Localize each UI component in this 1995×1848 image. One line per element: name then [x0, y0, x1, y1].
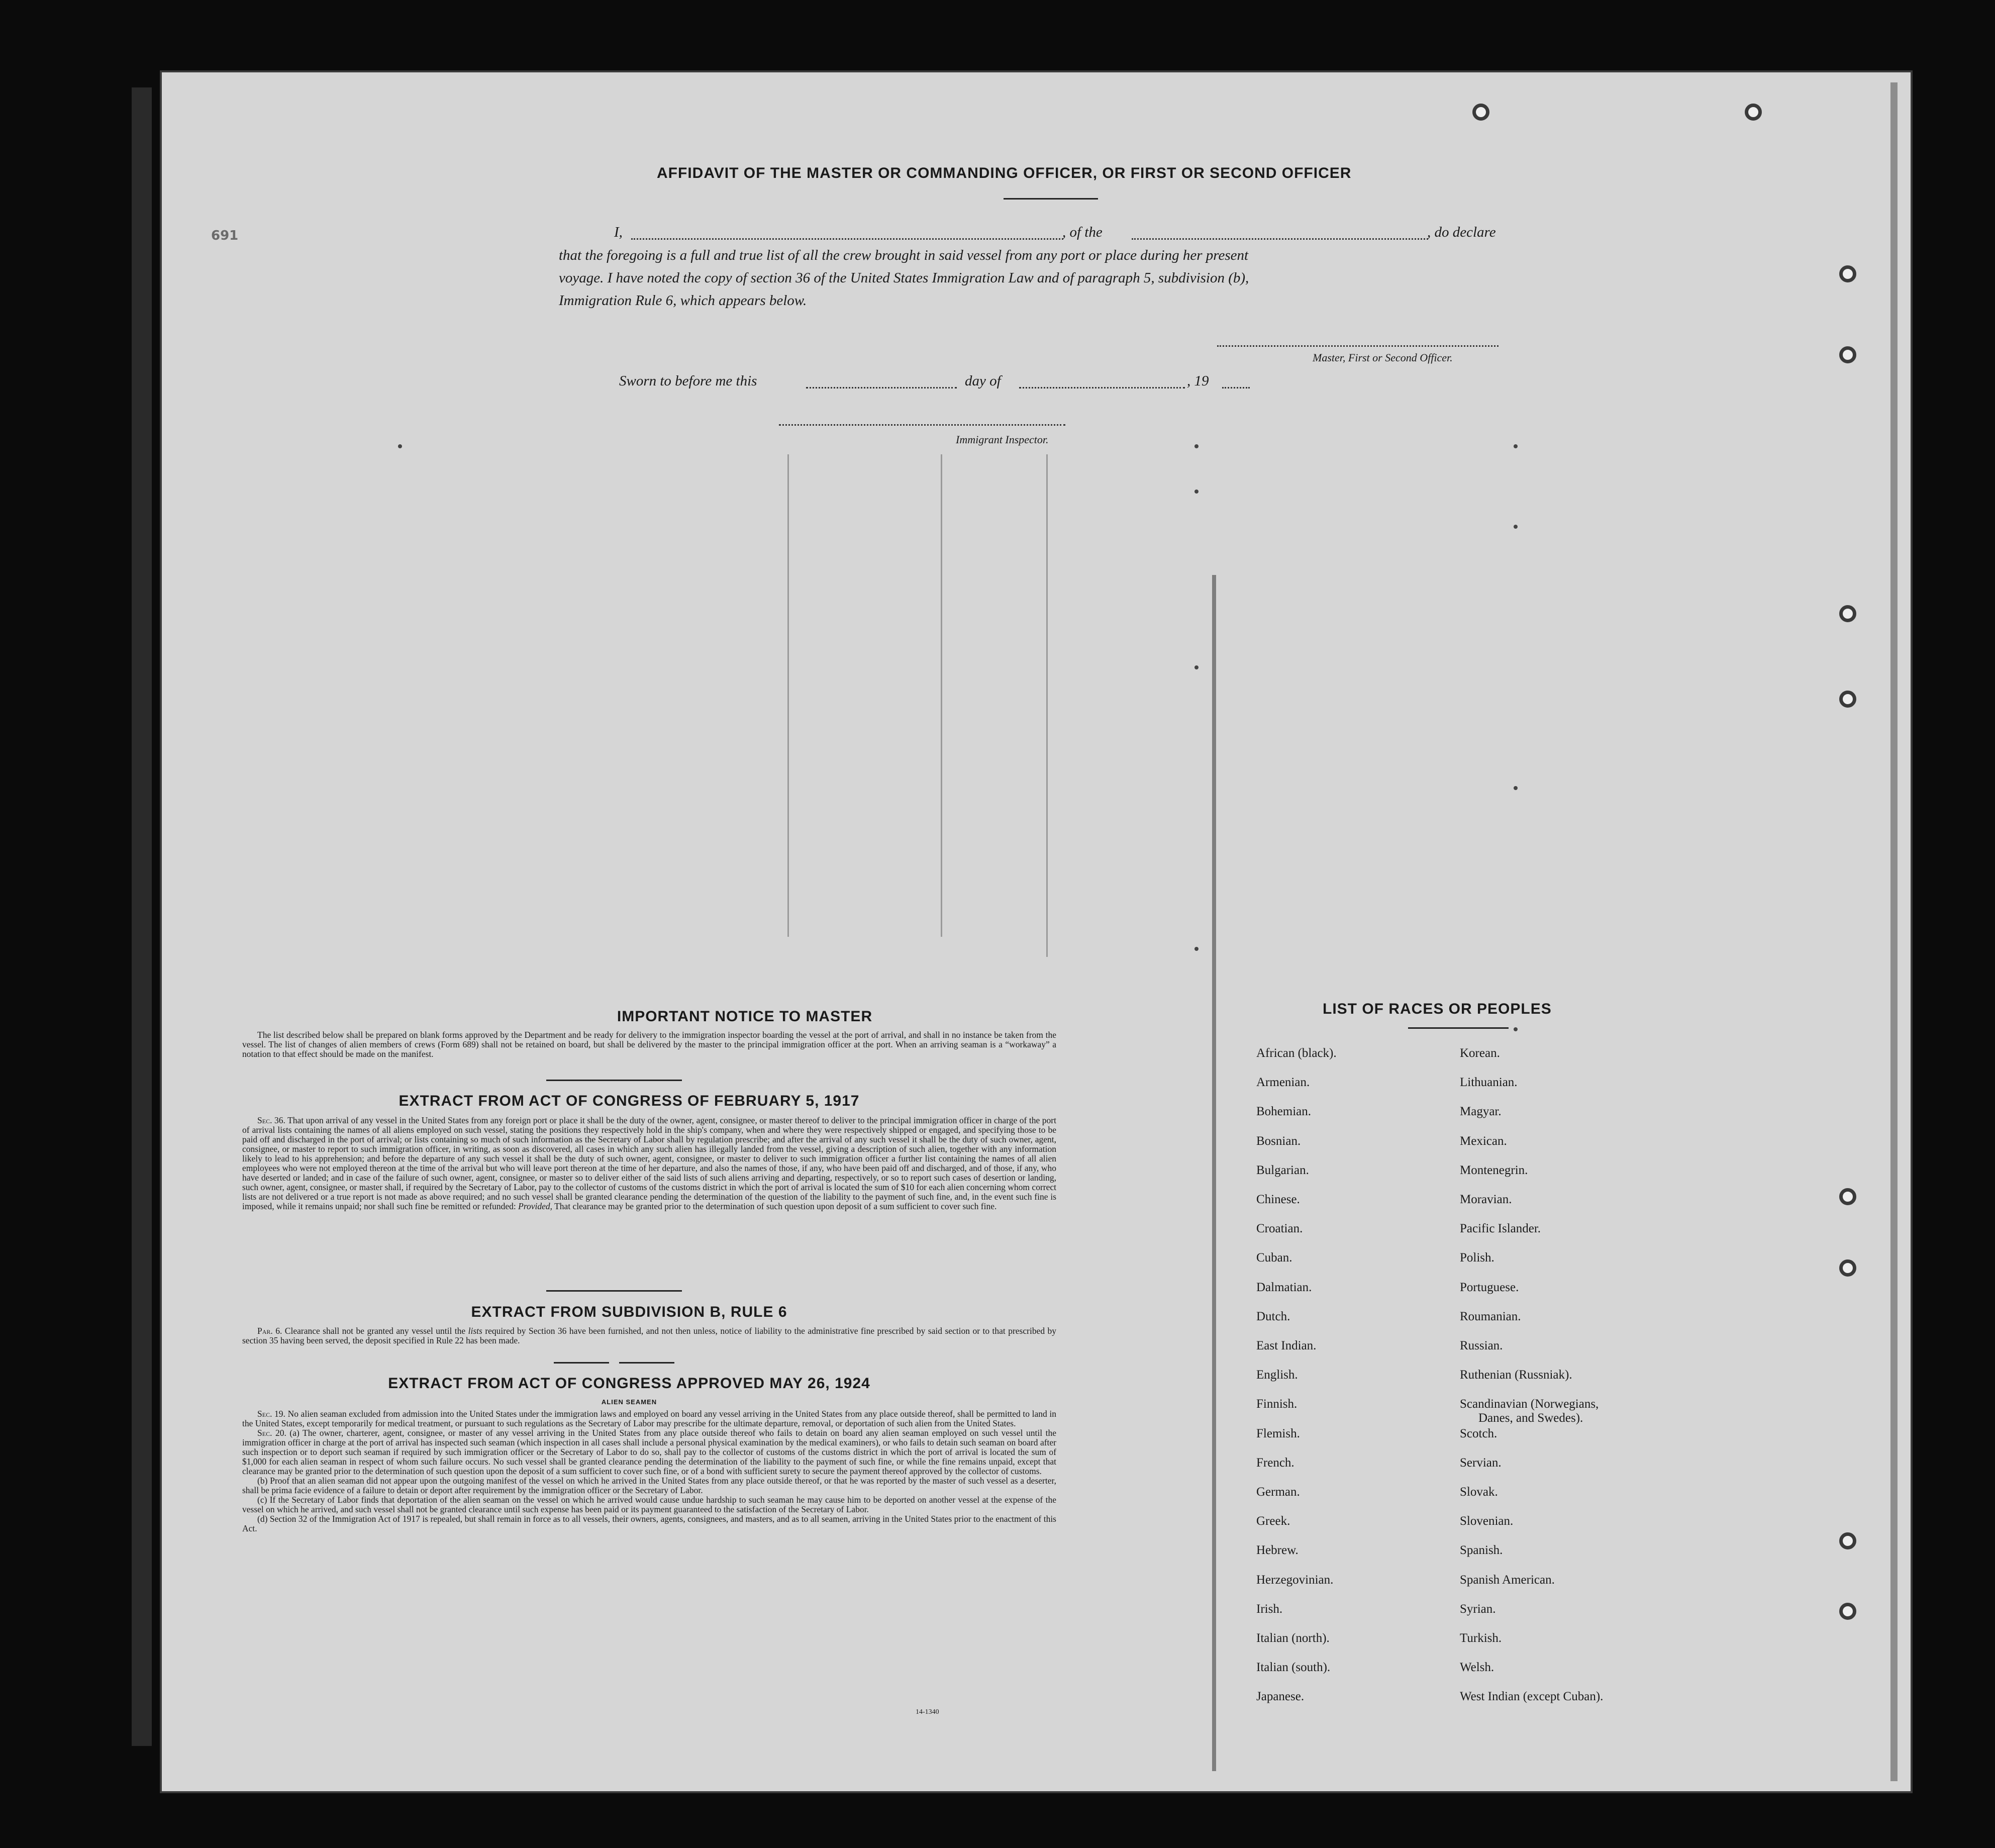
punch-hole	[1839, 605, 1856, 622]
race-item: German.	[1256, 1485, 1300, 1499]
extract-rule6-title: EXTRACT FROM SUBDIVISION B, RULE 6	[471, 1304, 787, 1320]
section-rule	[546, 1080, 682, 1081]
extract-rule6-text	[242, 1326, 1056, 1345]
sworn-day-blank	[806, 387, 957, 388]
section-rule	[554, 1362, 609, 1364]
punch-hole	[1839, 265, 1856, 282]
speck	[1514, 1027, 1518, 1031]
race-item: Hebrew.	[1256, 1543, 1299, 1558]
inspector-line	[779, 424, 1065, 426]
par6-label: Par. 6.	[257, 1326, 282, 1336]
proviso-label: Provided,	[518, 1201, 553, 1211]
race-item: Montenegrin.	[1460, 1163, 1528, 1177]
race-item: Dalmatian.	[1256, 1280, 1312, 1294]
sec20-label: Sec. 20.	[257, 1428, 286, 1438]
race-item: Welsh.	[1460, 1661, 1494, 1675]
race-item: Syrian.	[1460, 1602, 1496, 1616]
speck	[1194, 665, 1199, 669]
inspector-label: Immigrant Inspector.	[956, 433, 1049, 446]
race-item: Mexican.	[1460, 1134, 1507, 1148]
form-number: 14-1340	[916, 1708, 939, 1716]
page-edge-shadow	[1890, 82, 1898, 1781]
race-item: Cuban.	[1256, 1251, 1292, 1265]
races-title-rule	[1408, 1027, 1509, 1029]
proviso-body: That clearance may be granted prior to the determination of such question upon deposit of a sum sufficient to cover such fine.	[554, 1201, 997, 1211]
race-item: Lithuanian.	[1460, 1076, 1518, 1090]
race-item: Croatian.	[1256, 1222, 1303, 1236]
sworn-label: Sworn to before me this	[619, 373, 757, 389]
race-item: Moravian.	[1460, 1193, 1512, 1206]
sec20d-paragraph: (d) Section 32 of the Immigration Act of 1917 is repealed, but shall remain in force as to all vessels, their owners, agents, consignees, and masters, and as to all seamen, arriving in the United States prior to the enactment of this Act.	[242, 1514, 1056, 1533]
affidavit-line2: that the foregoing is a full and true list of all the crew brought in said vessel from any port or place during her present	[559, 247, 1249, 263]
extract-1924-title: EXTRACT FROM ACT OF CONGRESS APPROVED MAY 26, 1924	[388, 1375, 870, 1392]
faint-column-rule	[1046, 454, 1048, 957]
sec36-body: That upon arrival of any vessel in the United States from any foreign port or place it shall be the duty of the owner, agent, consignee, or master thereof to deliver to the principal immigration officer in charge of the port of arrival lists containing the names of all aliens employed on such vessel, stating the positions they respectively hold in the ship's company, when and where they were respectively shipped or engaged, and specifying those to be paid off and discharged in the port of arrival; or lists containing so much of such information as the Secretary of Labor shall by regulation prescribe; and after the arrival of any such vessel it shall be the duty of such owner, agent, consignee, or master to report to such immigration officer, in writing, as soon as discovered, all cases in which any such alien has illegally landed from the vessel, giving a description of such alien, together with any information likely to lead to his apprehension; and before the departure of any such vessel it shall be the duty of such owner, agent, consignee, or master to deliver to such immigration officer a further list containing the names of all alien employees who were not employed thereon at the time of the arrival but who will leave port thereon at the time of her departure, and also the names of those, if any, who have been paid off and discharged, and of those, if any, who have deserted or landed; and in case of the failure of such owner, agent, consignee, or master so to deliver either of the said lists of such aliens arriving and departing, respectively, or so to report such cases of desertion or landing, such owner, agent, consignee, or master shall, if required by the Secretary of Labor, pay to the collector of customs of the customs district in which the port of arrival is located the sum of $10 for each alien concerning whom correct lists are not delivered or a true report is not made as above required; and no such vessel shall be granted clearance pending the determination of the question of the liability to the payment of such fine, and, in the event such fine is imposed, while it remains unpaid; nor shall such fine be remitted or refunded:	[242, 1115, 1057, 1211]
speck	[1194, 490, 1199, 494]
sec20c-paragraph: (c) If the Secretary of Labor finds that deportation of the alien seaman on the vessel on which he arrived would cause undue hardship to such seaman he may cause him to be deported on another vessel at the expense of the vessel on which he arrived, and such vessel shall not be granted clearance until such expense has been paid or its payment guaranteed to the satisfaction of the Secretary of Labor.	[242, 1495, 1056, 1514]
faint-column-rule	[941, 454, 942, 937]
center-fold	[1212, 575, 1216, 1771]
race-item: Chinese.	[1256, 1193, 1300, 1206]
section-rule	[619, 1362, 674, 1364]
year-blank	[1222, 387, 1250, 388]
speck	[1194, 444, 1199, 448]
par6-lists: lists	[468, 1326, 482, 1336]
faint-column-rule	[787, 454, 789, 937]
speck	[1514, 444, 1518, 448]
race-item: Armenian.	[1256, 1076, 1310, 1090]
speck	[1514, 786, 1518, 790]
race-item: Spanish American.	[1460, 1573, 1555, 1587]
race-item: Herzegovinian.	[1256, 1573, 1334, 1587]
month-blank	[1019, 387, 1185, 388]
punch-hole	[1472, 104, 1489, 121]
sec19-body: No alien seaman excluded from admission into the United States under the immigration laws and employed on board any vessel arriving in the United States from any place outside thereof, shall be permitted to land in the United States, except temporarily for medical treatment, or pursuant to such regulations as the Secretary of Labor may prescribe for the ultimate departure, removal, or deportation of such alien from the United States.	[242, 1409, 1056, 1428]
races-title: LIST OF RACES OR PEOPLES	[1323, 1001, 1552, 1017]
race-item: English.	[1256, 1368, 1298, 1382]
vessel-blank	[1132, 238, 1428, 240]
race-item: Finnish.	[1256, 1397, 1298, 1411]
speck	[398, 444, 402, 448]
race-item: Servian.	[1460, 1455, 1502, 1470]
race-item: Spanish.	[1460, 1543, 1503, 1558]
race-item: Bosnian.	[1256, 1134, 1301, 1148]
notice-title: IMPORTANT NOTICE TO MASTER	[617, 1008, 873, 1025]
sec20b-paragraph: (b) Proof that an alien seaman did not appear upon the outgoing manifest of the vessel on which he arrived in the United States from any place outside thereof, or that he was reported by the master of such vessel as a deserter, shall be prima facie evidence of a failure to detain or deport after requirement by the immigration officer or the Secretary of Labor.	[242, 1476, 1056, 1495]
alien-seamen-subtitle: ALIEN SEAMEN	[601, 1398, 657, 1406]
affidavit-line4: Immigration Rule 6, which appears below.	[559, 293, 807, 309]
race-item: West Indian (except Cuban).	[1460, 1690, 1604, 1704]
sec19-paragraph	[242, 1409, 1056, 1428]
race-item: French.	[1256, 1455, 1294, 1470]
master-signature-label: Master, First or Second Officer.	[1313, 351, 1453, 364]
speck	[1194, 947, 1199, 951]
affidavit-title: AFFIDAVIT OF THE MASTER OR COMMANDING OFFICER, OR FIRST OR SECOND OFFICER	[657, 165, 1352, 181]
race-item: Korean.	[1460, 1046, 1500, 1060]
title-rule	[1004, 198, 1098, 200]
section-rule	[546, 1290, 682, 1292]
race-item: Dutch.	[1256, 1309, 1290, 1323]
race-item: Irish.	[1256, 1602, 1283, 1616]
sec20a-body: (a) The owner, charterer, agent, consignee, or master of any vessel arriving in the United States from any place outside thereof who fails to detain on board any alien seaman employed on such vessel until the immigration officer in charge at the port of arrival has inspected such seaman (which inspection in all cases shall include a personal physical examination by the medical examiners), or who fails to detain such seaman on board after such inspection or to deport such seaman if required by such immigration officer or the Secretary of Labor to do so, shall pay to the collector of customs of the customs district in which the port of arrival is located the sum of $1,000 for each alien seaman in respect of whom such failure occurs. No such vessel shall be granted clearance pending the determination of the liability to the payment of such fine, or while the fine remains unpaid, except that clearance may be granted prior to the determination of such question upon the deposit of a sum sufficient to cover such fine, or of a bond with sufficient surety to secure the payment thereof approved by the collector of customs.	[242, 1428, 1056, 1476]
punch-hole	[1839, 1188, 1856, 1205]
punch-hole	[1745, 104, 1762, 121]
name-blank	[631, 238, 1063, 240]
race-item: Portuguese.	[1460, 1280, 1519, 1294]
affidavit-of-the: , of the	[1062, 224, 1103, 240]
margin-stamp: 691	[211, 228, 239, 243]
document-page	[160, 70, 1913, 1793]
race-item: Russian.	[1460, 1339, 1503, 1352]
race-item: Japanese.	[1256, 1690, 1305, 1704]
race-item: Bulgarian.	[1256, 1163, 1309, 1177]
par6-text-a: Clearance shall not be granted any vessel until the	[284, 1326, 466, 1336]
notice-text: The list described below shall be prepared on blank forms approved by the Department and be ready for delivery to the immigration inspector boarding the vessel at the port of arrival, and shall in no instance be taken from the vessel. The list of changes of alien members of crews (Form 689) shall not be retained on board, but shall be delivered by the master to the principal immigration officer at the port. When an arriving seaman is a “workaway” a notation to that effect should be made on the manifest.	[242, 1030, 1056, 1059]
punch-hole	[1839, 691, 1856, 708]
race-item: Turkish.	[1460, 1631, 1502, 1645]
race-item: Italian (north).	[1256, 1631, 1330, 1645]
race-item: Slovenian.	[1460, 1514, 1514, 1528]
extract-1924-text	[242, 1409, 1056, 1533]
punch-hole	[1839, 1603, 1856, 1620]
extract-1917-title: EXTRACT FROM ACT OF CONGRESS OF FEBRUARY 5, 1917	[398, 1093, 860, 1109]
race-item: Greek.	[1256, 1514, 1290, 1528]
sec19-label: Sec. 19.	[257, 1409, 285, 1419]
day-of-label: day of	[965, 373, 1001, 389]
par6-text-b: required by Section 36 have been furnished, and not then unless, notice of liability to the administrative fine prescribed by said section or to that prescribed by section 35 having been served, the deposit specified in Rule 22 has been made.	[242, 1326, 1057, 1345]
extract-1917-text	[242, 1116, 1056, 1211]
affidavit-i: I,	[614, 224, 623, 240]
race-item: Roumanian.	[1460, 1309, 1521, 1323]
year-label: , 19	[1187, 373, 1209, 389]
left-binding-shadow	[132, 87, 152, 1746]
race-item: Scotch.	[1460, 1426, 1498, 1440]
race-item: Ruthenian (Russniak).	[1460, 1368, 1572, 1382]
race-item: Pacific Islander.	[1460, 1222, 1541, 1236]
punch-hole	[1839, 1532, 1856, 1549]
race-item: Polish.	[1460, 1251, 1494, 1265]
affidavit-line3: voyage. I have noted the copy of section 36 of the United States Immigration Law and of paragraph 5, subdivision (b),	[559, 270, 1249, 286]
master-signature-line	[1217, 345, 1499, 347]
sec36-label: Sec. 36.	[257, 1115, 285, 1125]
race-item: Flemish.	[1256, 1426, 1300, 1440]
race-item: Danes, and Swedes).	[1478, 1411, 1583, 1425]
race-item: Scandinavian (Norwegians,	[1460, 1397, 1599, 1411]
race-item: Italian (south).	[1256, 1661, 1331, 1675]
race-item: African (black).	[1256, 1046, 1337, 1060]
race-item: East Indian.	[1256, 1339, 1317, 1352]
punch-hole	[1839, 346, 1856, 363]
affidavit-declare: , do declare	[1427, 224, 1496, 240]
race-item: Bohemian.	[1256, 1105, 1312, 1119]
punch-hole	[1839, 1259, 1856, 1277]
race-item: Slovak.	[1460, 1485, 1498, 1499]
race-item: Magyar.	[1460, 1105, 1502, 1119]
speck	[1514, 525, 1518, 529]
sec20a-paragraph	[242, 1428, 1056, 1476]
